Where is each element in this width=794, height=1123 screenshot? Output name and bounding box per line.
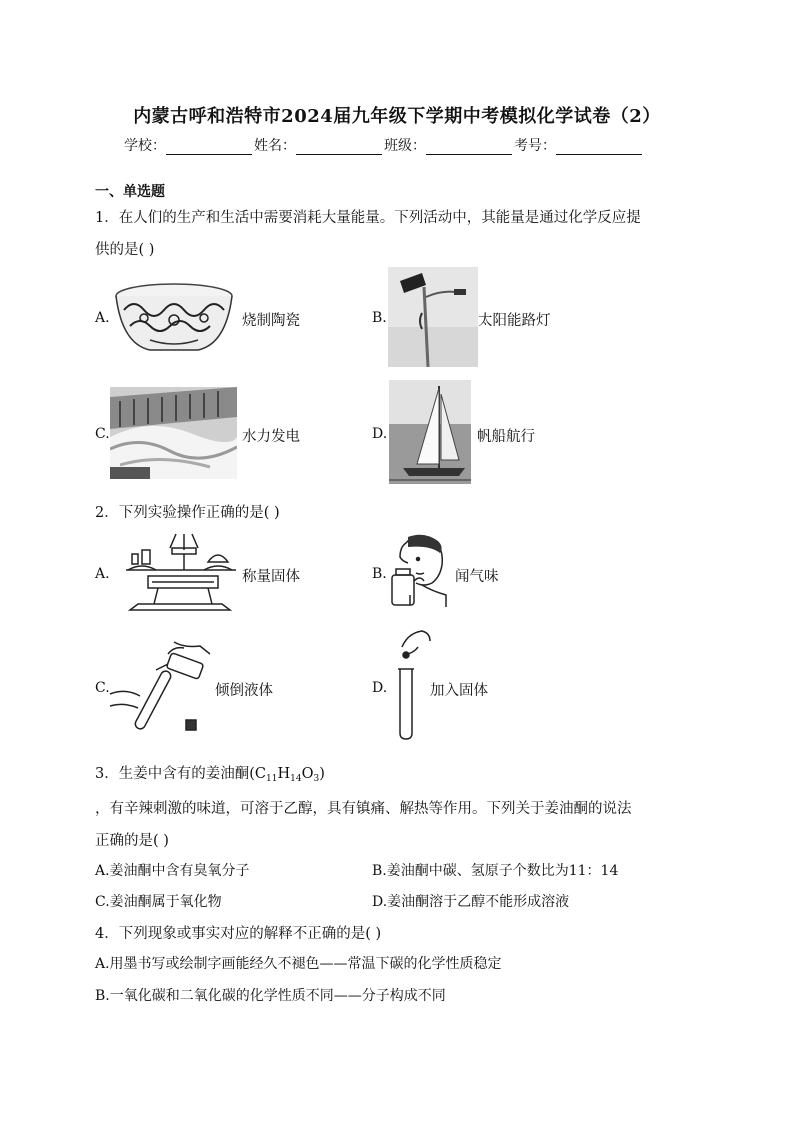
q3-option-d: D.姜油酮溶于乙醇不能形成溶液 [372,894,570,910]
q2-stem: 2．下列实验操作正确的是( ) [95,505,280,521]
ceramic-bowl-icon [110,278,238,358]
pouring-liquid-icon [108,640,214,734]
sailboat-icon [389,380,471,484]
q1-option-b-text: 太阳能路灯 [478,313,551,329]
q1-stem-line1: 1．在人们的生产和生活中需要消耗大量能量。下列活动中，其能量是通过化学反应提 [95,210,641,226]
student-info-line [124,135,644,155]
q1-option-b-letter: B. [372,310,387,326]
q3-formula: $(C_{11}H_{14}O_3)$ [249,766,325,784]
q4-option-b: B.一氧化碳和二氧化碳的化学性质不同——分子构成不同 [95,988,446,1004]
q2-option-b-letter: B. [372,566,387,582]
q1-option-a-letter: A. [95,310,110,326]
q3-stem-line2: ，有辛辣刺激的味道，可溶于乙醇，具有镇痛、解热等作用。下列关于姜油酮的说法 [95,801,632,817]
solar-street-lamp-icon [388,267,478,367]
q3-option-a: A.姜油酮中含有臭氧分子 [95,863,250,879]
q1-option-a-text: 烧制陶瓷 [242,313,300,329]
page-title: 内蒙古呼和浩特市2024届九年级下学期中考模拟化学试卷（2） [133,106,661,127]
q3-stem-line1 [95,762,325,784]
adding-solid-icon [392,627,434,741]
formula-o-sub: 3 [313,774,320,784]
q4-stem: 4．下列现象或事实对应的解释不正确的是( ) [95,926,382,942]
q3-stem-line3: 正确的是( ) [95,833,169,849]
q2-option-d-letter: D. [372,680,388,696]
name-blank[interactable] [296,139,382,155]
q1-stem-line2: 供的是( ) [95,242,155,258]
balance-scale-icon [118,532,242,612]
formula-h: H [277,766,291,782]
q2-option-a-letter: A. [95,566,110,582]
number-label: 考号： [514,138,556,154]
q1-option-c-text: 水力发电 [242,429,300,445]
formula-o: O [301,766,314,782]
q1-option-d-text: 帆船航行 [477,429,535,445]
q3-stem-text: 3．生姜中含有的姜油酮 [95,766,250,782]
formula-c-sub: 11 [266,774,278,784]
section-heading: 一、单选题 [95,184,165,200]
q2-option-a-text: 称量固体 [242,569,300,585]
school-label: 学校： [124,138,166,154]
hydropower-dam-icon [110,387,237,479]
class-label: 班级： [384,138,426,154]
q2-option-c-letter: C. [95,680,110,696]
name-label: 姓名： [254,138,296,154]
smelling-bottle-icon [388,533,452,607]
q2-option-d-text: 加入固体 [430,683,488,699]
q3-option-c: C.姜油酮属于氧化物 [95,894,222,910]
formula-c: C [254,766,267,782]
school-blank[interactable] [166,139,252,155]
q1-option-d-letter: D. [372,426,388,442]
formula-h-sub: 14 [290,774,302,784]
number-blank[interactable] [556,139,642,155]
q2-option-b-text: 闻气味 [455,569,499,585]
class-blank[interactable] [426,139,512,155]
q4-option-a: A.用墨书写或绘制字画能经久不褪色——常温下碳的化学性质稳定 [95,956,502,972]
q2-option-c-text: 倾倒液体 [215,683,273,699]
q1-option-c-letter: C. [95,426,110,442]
q3-option-b: B.姜油酮中碳、氢原子个数比为11：14 [372,863,619,879]
